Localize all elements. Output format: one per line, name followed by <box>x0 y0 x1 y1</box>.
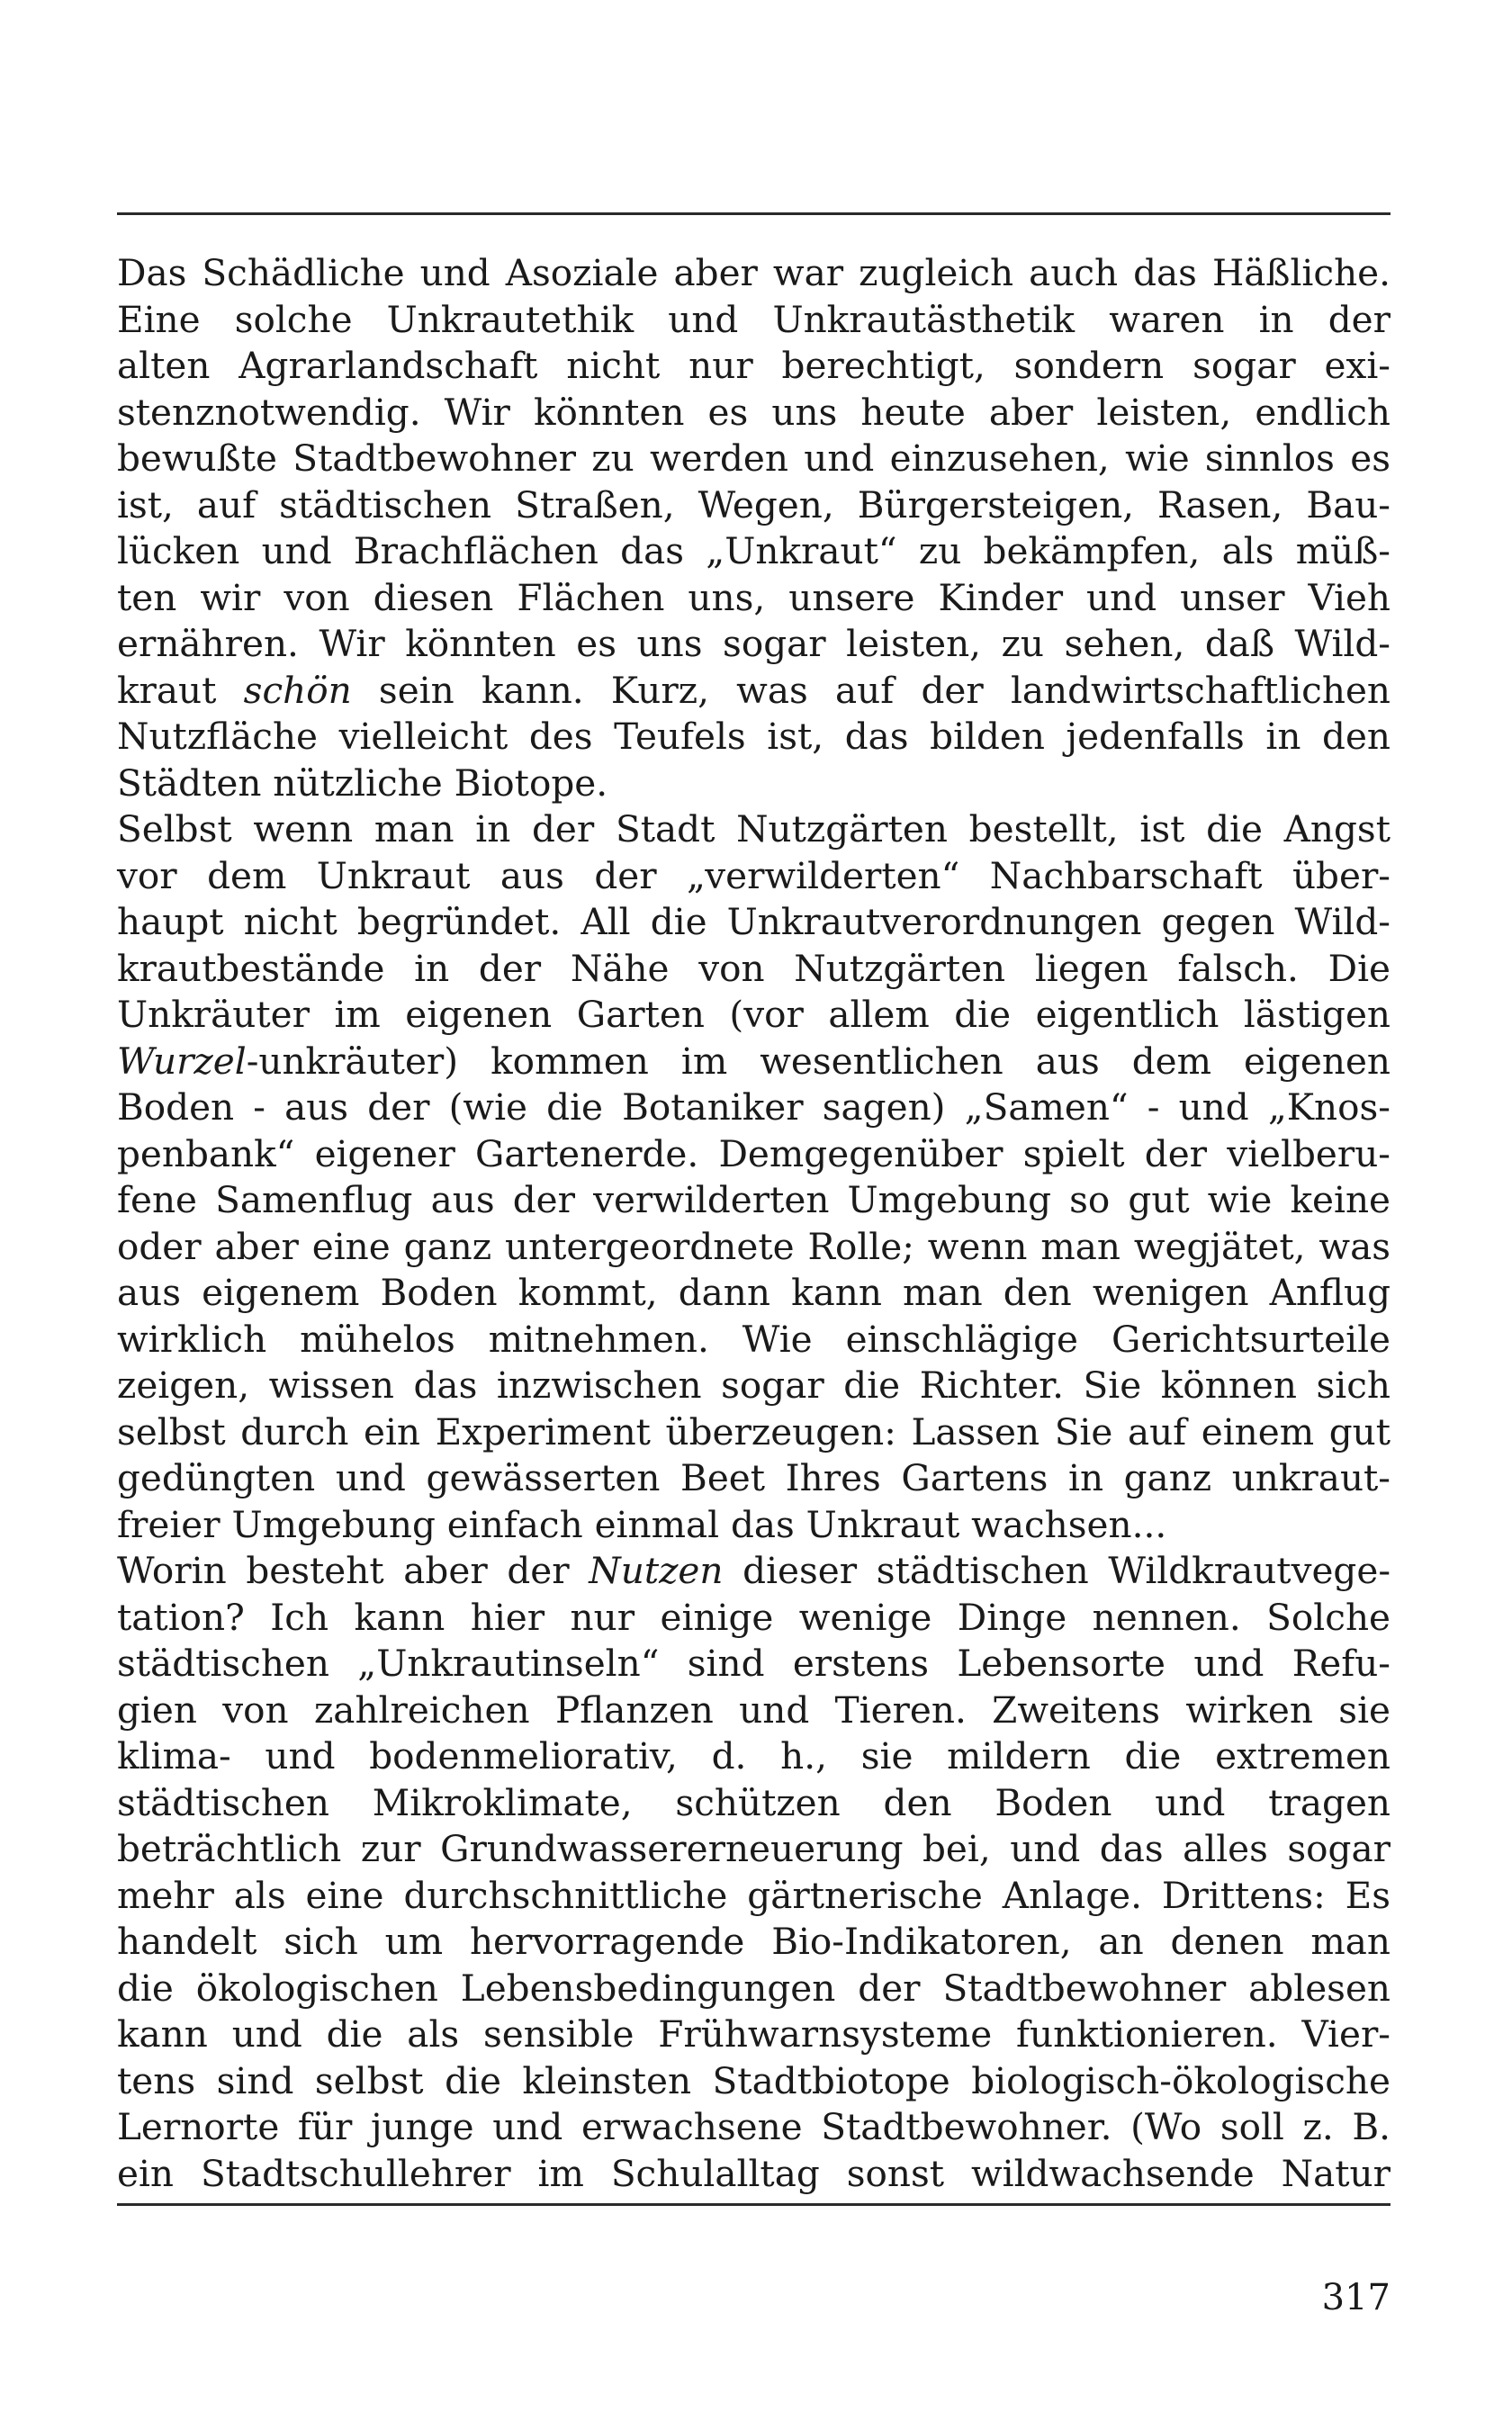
text-line: selbst durch ein Experiment überzeugen: Lassen Sie auf einem gut <box>117 1409 1390 1454</box>
text-line: gien von zahlreichen Pflanzen und Tieren. Zweitens wirken sie <box>117 1688 1390 1732</box>
text-line: haupt nicht begründet. All die Unkrautverordnungen gegen Wild- <box>117 900 1390 943</box>
text-line: Städten nützliche Biotope. <box>117 760 608 805</box>
text-line: handelt sich um hervorragende Bio-Indikatoren, an denen man <box>117 1920 1390 1963</box>
text-line: kraut schön sein kann. Kurz, was auf der landwirtschaftlichen <box>117 668 1391 712</box>
text-line: lücken und Brachflächen das „Unkraut“ zu bekämpfen, als müß- <box>117 529 1390 572</box>
text-line: Wurzel-unkräuter) kommen im wesentlichen aus dem eigenen <box>117 1039 1390 1083</box>
text-line: tens sind selbst die kleinsten Stadtbiotope biologisch-ökologische <box>117 2058 1390 2102</box>
text-line: Boden - aus der (wie die Botaniker sagen) „Samen“ - und „Knos- <box>117 1085 1390 1129</box>
page-number: 317 <box>1321 2277 1390 2318</box>
top-rule <box>117 212 1390 215</box>
text-line: städtischen „Unkrautinseln“ sind erstens Lebensorte und Refu- <box>117 1642 1390 1685</box>
emphasis: schön <box>243 668 352 712</box>
text-line: fene Samenflug aus der verwilderten Umgebung so gut wie keine <box>117 1178 1390 1221</box>
text-line: oder aber eine ganz untergeordnete Rolle; wenn man wegjätet, was <box>117 1224 1390 1268</box>
text-line: tation? Ich kann hier nur einige wenige Dinge nennen. Solche <box>117 1595 1390 1639</box>
text-line: vor dem Unkraut aus der „verwilderten“ Nachbarschaft über- <box>117 853 1390 897</box>
text-line: die ökologischen Lebensbedingungen der Stadtbewohner ablesen <box>117 1966 1390 2010</box>
text-line: Lernorte für junge und erwachsene Stadtbewohner. (Wo soll z. B. <box>117 2105 1390 2148</box>
text-line: Worin besteht aber der Nutzen dieser städtischen Wildkrautvege- <box>117 1549 1390 1592</box>
text-line: Unkräuter im eigenen Garten (vor allem die eigentlich lästigen <box>117 993 1390 1036</box>
paragraph <box>117 250 1390 806</box>
text-line: krautbestände in der Nähe von Nutzgärten liegen falsch. Die <box>117 946 1390 990</box>
text-line: alten Agrarlandschaft nicht nur berechtigt, sondern sogar exi- <box>117 344 1390 387</box>
text-line: freier Umgebung einfach einmal das Unkraut wachsen... <box>117 1502 1167 1546</box>
text-line: klima- und bodenmeliorativ, d. h., sie mildern die extremen <box>117 1734 1390 1778</box>
paragraph <box>117 1548 1390 2197</box>
text-line: ten wir von diesen Flächen uns, unsere Kinder und unser Vieh <box>117 575 1390 619</box>
text-line: aus eigenem Boden kommt, dann kann man den wenigen Anflug <box>117 1271 1390 1314</box>
text-line: kann und die als sensible Frühwarnsysteme funktionieren. Vier- <box>117 2012 1390 2056</box>
paragraph <box>117 806 1390 1548</box>
text-line: Eine solche Unkrautethik und Unkrautästhetik waren in der <box>117 297 1390 341</box>
body-text <box>117 250 1390 2197</box>
text-line: stenznotwendig. Wir könnten es uns heute aber leisten, endlich <box>117 390 1390 434</box>
text-line: wirklich mühelos mitnehmen. Wie einschlägige Gerichtsurteile <box>117 1317 1390 1361</box>
text-line: gedüngten und gewässerten Beet Ihres Gartens in ganz unkraut- <box>117 1456 1390 1499</box>
text-line: Das Schädliche und Asoziale aber war zugleich auch das Häßliche. <box>117 251 1390 294</box>
text-line: mehr als eine durchschnittliche gärtnerische Anlage. Drittens: Es <box>117 1873 1390 1917</box>
text-line: Selbst wenn man in der Stadt Nutzgärten bestellt, ist die Angst <box>117 807 1390 850</box>
text-line: zeigen, wissen das inzwischen sogar die Richter. Sie können sich <box>117 1364 1390 1407</box>
text-line: ein Stadtschullehrer im Schulalltag sonst wildwachsende Natur <box>117 2151 1390 2195</box>
text-line: ernähren. Wir könnten es uns sogar leisten, zu sehen, daß Wild- <box>117 622 1390 665</box>
emphasis: Nutzen <box>589 1549 724 1592</box>
text-line: penbank“ eigener Gartenerde. Demgegenüber spielt der vielberu- <box>117 1131 1390 1175</box>
text-line: Nutzfläche vielleicht des Teufels ist, das bilden jedenfalls in den <box>117 715 1390 758</box>
text-line: beträchtlich zur Grundwassererneuerung bei, und das alles sogar <box>117 1827 1390 1870</box>
text-line: bewußte Stadtbewohner zu werden und einzusehen, wie sinnlos es <box>117 436 1390 480</box>
bottom-rule <box>117 2203 1390 2206</box>
text-line: städtischen Mikroklimate, schützen den Boden und tragen <box>117 1780 1390 1824</box>
text-line: ist, auf städtischen Straßen, Wegen, Bürgersteigen, Rasen, Bau- <box>117 482 1390 526</box>
emphasis: Wurzel <box>117 1039 247 1083</box>
